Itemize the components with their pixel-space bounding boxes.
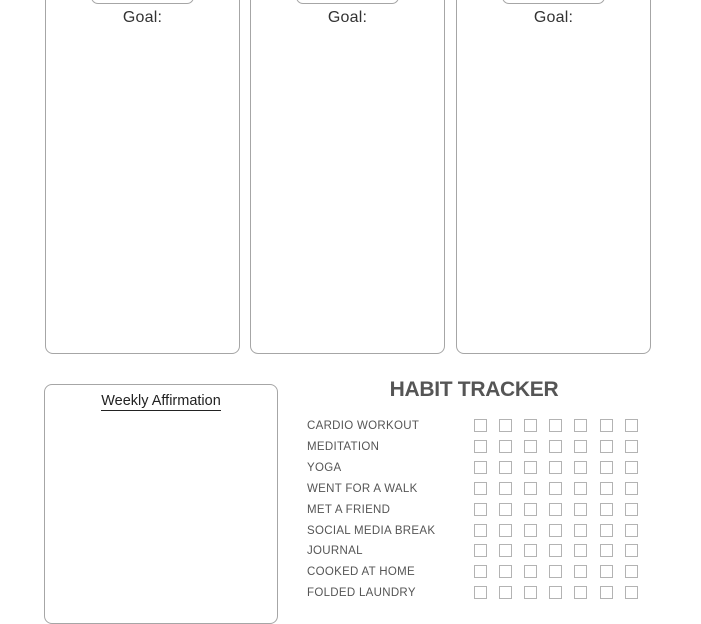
habit-row [307,586,647,602]
goal-tab [91,0,194,4]
habit-checkbox[interactable] [625,544,638,557]
habit-checkbox[interactable] [549,440,562,453]
habit-row [307,544,647,560]
goal-label: Goal: [533,9,574,26]
habit-row [307,503,647,519]
habit-checkbox[interactable] [499,419,512,432]
habit-checkbox[interactable] [549,419,562,432]
habit-checkbox[interactable] [600,419,613,432]
habit-label: YOGA [307,461,342,474]
affirmation-title-wrap [45,393,277,409]
habit-checkbox[interactable] [600,586,613,599]
habit-checkbox[interactable] [499,482,512,495]
habit-row [307,482,647,498]
goal-label: Goal: [327,9,368,26]
habit-checkbox[interactable] [499,524,512,537]
habit-checkbox[interactable] [474,524,487,537]
habit-checkbox[interactable] [625,503,638,516]
habit-checkbox[interactable] [524,565,537,578]
habit-checkbox[interactable] [474,482,487,495]
habit-checkbox[interactable] [600,565,613,578]
habit-row [307,565,647,581]
habit-checkbox[interactable] [600,503,613,516]
goal-tab [502,0,605,4]
habit-label: MET A FRIEND [307,503,391,516]
goal-column-2 [250,0,445,354]
goal-column-1 [45,0,240,354]
habit-checkbox[interactable] [625,482,638,495]
habit-checkbox[interactable] [474,461,487,474]
habit-checkbox[interactable] [574,482,587,495]
weekly-affirmation-box [44,384,278,624]
goal-tab [296,0,399,4]
habit-checkbox[interactable] [474,503,487,516]
habit-checkbox[interactable] [474,586,487,599]
habit-checkbox[interactable] [574,544,587,557]
habit-checkbox[interactable] [499,586,512,599]
habit-checkbox[interactable] [499,565,512,578]
habit-checkbox[interactable] [524,440,537,453]
habit-checkbox[interactable] [600,544,613,557]
habit-checkbox[interactable] [600,461,613,474]
habit-row [307,419,647,435]
habit-checkbox[interactable] [574,524,587,537]
affirmation-title: Weekly Affirmation [101,393,221,409]
habit-label: JOURNAL [307,545,363,558]
habit-checkbox[interactable] [474,419,487,432]
habit-checkbox[interactable] [574,419,587,432]
habit-label: FOLDED LAUNDRY [307,587,416,600]
habit-row [307,461,647,477]
habit-label: MEDITATION [307,440,380,453]
habit-checkbox[interactable] [549,482,562,495]
goal-label: Goal: [122,9,163,26]
goal-column-3 [456,0,651,354]
habit-label: CARDIO WORKOUT [307,420,420,432]
habit-checkbox[interactable] [625,524,638,537]
habit-checkbox[interactable] [549,503,562,516]
habit-checkbox[interactable] [524,524,537,537]
habit-label: WENT FOR A WALK [307,482,418,495]
habit-checkbox[interactable] [499,503,512,516]
habit-checkbox[interactable] [625,419,638,432]
habit-checkbox[interactable] [549,544,562,557]
habit-row [307,440,647,456]
habit-checkbox[interactable] [524,461,537,474]
habit-checkbox[interactable] [625,565,638,578]
habit-tracker-title: HABIT TRACKER [389,378,559,401]
habit-checkbox[interactable] [524,503,537,516]
habit-checkbox[interactable] [549,565,562,578]
habit-checkbox[interactable] [474,544,487,557]
habit-checkbox[interactable] [549,586,562,599]
habit-checkbox[interactable] [524,586,537,599]
habit-checkbox[interactable] [499,461,512,474]
habit-checkbox[interactable] [574,461,587,474]
habit-checkbox[interactable] [625,461,638,474]
habit-checkbox[interactable] [524,544,537,557]
habit-checkbox[interactable] [574,503,587,516]
habit-checkbox[interactable] [600,440,613,453]
habit-checkbox[interactable] [600,482,613,495]
habit-row [307,524,647,540]
habit-checkbox[interactable] [600,524,613,537]
habit-checkbox[interactable] [499,544,512,557]
habit-checkbox[interactable] [574,440,587,453]
habit-checkbox[interactable] [574,586,587,599]
habit-label: SOCIAL MEDIA BREAK [307,524,436,537]
habit-checkbox[interactable] [625,440,638,453]
habit-checkbox[interactable] [524,419,537,432]
habit-checkbox[interactable] [625,586,638,599]
habit-checkbox[interactable] [474,440,487,453]
habit-checkbox[interactable] [524,482,537,495]
habit-checkbox[interactable] [549,524,562,537]
habit-checkbox[interactable] [574,565,587,578]
habit-label: COOKED AT HOME [307,566,415,579]
habit-checkbox[interactable] [499,440,512,453]
habit-checkbox[interactable] [474,565,487,578]
habit-checkbox[interactable] [549,461,562,474]
